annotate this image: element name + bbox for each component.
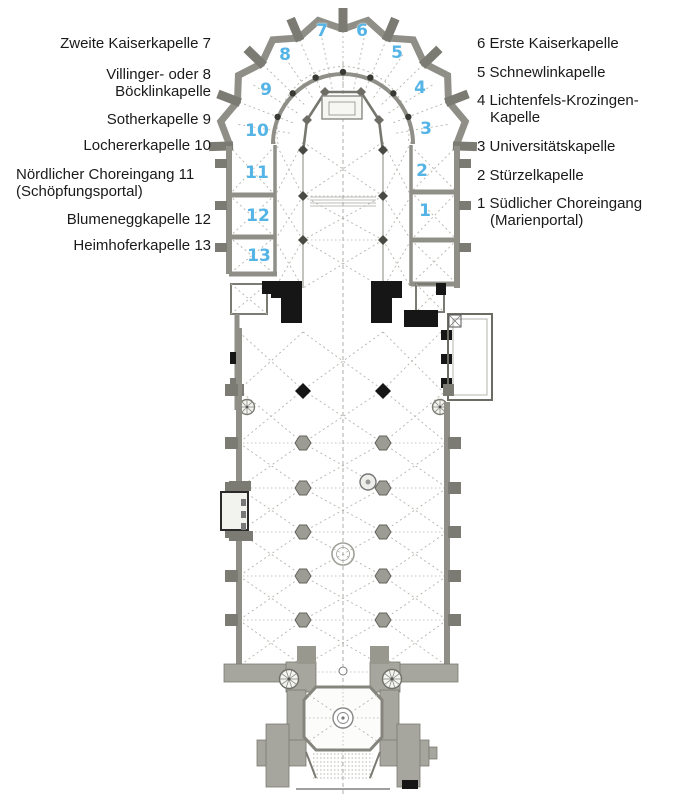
legend-label: Sotherkapelle 9 xyxy=(106,111,211,128)
plan-number-5: 5 xyxy=(391,43,403,63)
legend-right-item-1 xyxy=(477,195,673,229)
legend-left-item-8 xyxy=(106,66,211,100)
plan-number-3: 3 xyxy=(420,119,432,139)
legend-label: 1 Südlicher Choreingang (Marienportal) xyxy=(477,195,643,229)
legend-left-item-12 xyxy=(67,211,211,228)
legend-right-item-4 xyxy=(477,92,673,126)
legend-label: 3 Universitätskapelle xyxy=(477,138,616,155)
legend-label: (Schöpfungsportal) xyxy=(16,183,143,200)
legend-label: Böcklinkapelle xyxy=(115,83,211,100)
legend-left-item-9 xyxy=(107,111,211,128)
plan-number-10: 10 xyxy=(245,121,269,141)
legend-right-item-6 xyxy=(477,35,619,52)
plan-number-7: 7 xyxy=(316,21,328,41)
legend-label: 4 Lichtenfels-Krozingen- Kapelle xyxy=(477,92,639,126)
legend-label: Zweite Kaiserkapelle 7 xyxy=(60,35,211,52)
legend-right-item-5 xyxy=(477,64,605,81)
legend-left-item-11 xyxy=(16,166,194,200)
legend-label: 5 Schnewlinkapelle xyxy=(477,64,606,81)
legend-left-item-13 xyxy=(73,237,211,254)
legend-left-item-10 xyxy=(83,137,211,154)
legend-right-item-2 xyxy=(477,167,584,184)
legend-label: 2 Stürzelkapelle xyxy=(477,167,584,184)
plan-number-13: 13 xyxy=(247,246,271,266)
plan-number-12: 12 xyxy=(246,206,270,226)
legend-label: Blumeneggkapelle 12 xyxy=(66,211,211,228)
legend-label: Nördlicher Choreingang 11 xyxy=(16,166,195,183)
legend-label: 6 Erste Kaiserkapelle xyxy=(477,35,619,52)
legend-left-item-7 xyxy=(60,35,211,52)
plan-number-2: 2 xyxy=(416,161,428,181)
plan-number-4: 4 xyxy=(414,78,426,98)
plan-number-9: 9 xyxy=(260,80,272,100)
legend-label: Lochererkapelle 10 xyxy=(83,137,211,154)
plan-number-8: 8 xyxy=(279,45,291,65)
plan-number-1: 1 xyxy=(419,201,431,221)
legend-right-item-3 xyxy=(477,138,615,155)
plan-number-6: 6 xyxy=(356,21,368,41)
plan-number-11: 11 xyxy=(245,163,269,183)
legend-label: Heimhoferkapelle 13 xyxy=(73,237,211,254)
legend-label: Villinger- oder 8 xyxy=(106,66,211,83)
